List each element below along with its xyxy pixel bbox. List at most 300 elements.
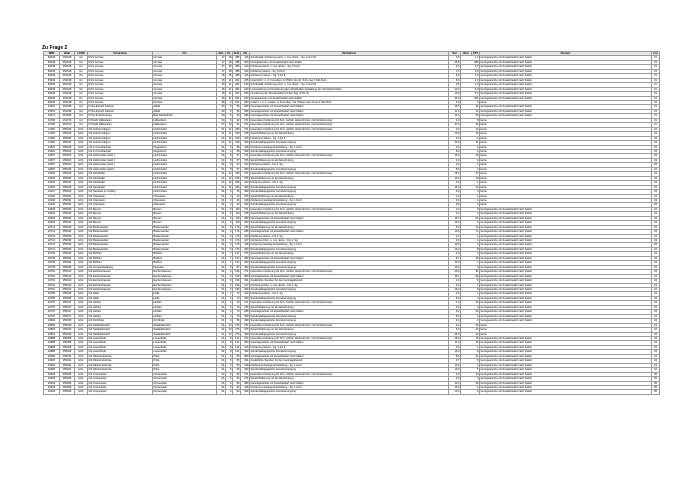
table-cell: 485 bbox=[233, 74, 241, 78]
table-cell: 255008 bbox=[60, 341, 75, 345]
table-cell: KGS Gronau bbox=[88, 69, 153, 73]
table-cell: 17 bbox=[217, 69, 226, 73]
table-cell: 360 bbox=[241, 100, 250, 104]
table-cell: 32694 bbox=[44, 216, 60, 220]
table-cell: 127 bbox=[233, 261, 241, 265]
table-cell: 16,7 bbox=[449, 216, 461, 220]
table-cell: 254018 bbox=[60, 100, 75, 104]
table-cell: keine bbox=[480, 145, 652, 149]
table-cell: 11 bbox=[226, 78, 233, 82]
table-cell: Boffzen bbox=[153, 252, 217, 256]
table-cell: Eschershausen bbox=[153, 274, 217, 278]
table-cell: Bevern bbox=[153, 216, 217, 220]
table-cell: 01 bbox=[217, 354, 226, 358]
table-cell: HOL bbox=[75, 310, 88, 314]
table-cell: 490 bbox=[241, 149, 250, 153]
table-cell: 14,0 bbox=[449, 261, 461, 265]
table-cell: 255040 bbox=[60, 323, 75, 327]
table-cell: 6 bbox=[226, 239, 233, 243]
table-cell: Genügsanruhe mit Zusatzbedarf nach Faktor bbox=[480, 274, 652, 278]
table-cell: 01 bbox=[217, 301, 226, 305]
table-cell: 10,0 bbox=[449, 243, 461, 247]
column-header: Schulname bbox=[88, 52, 153, 56]
table-cell: 18,0 bbox=[449, 337, 461, 341]
table-cell: GS Lauenförde bbox=[88, 345, 153, 349]
table-cell: 255033 bbox=[60, 243, 75, 247]
table-cell: Bodenwerder bbox=[153, 239, 217, 243]
table-cell: keine bbox=[480, 123, 652, 127]
table-cell: Holzminden bbox=[153, 132, 217, 136]
table-cell: HOL bbox=[75, 305, 88, 309]
table-cell: 490 bbox=[241, 265, 250, 269]
table-cell: Sonderpädagogische Grundversorgung bbox=[250, 368, 449, 372]
table-cell: 71 bbox=[461, 230, 480, 234]
table-cell: 255031 bbox=[60, 198, 75, 202]
table-cell: 8 bbox=[461, 350, 480, 354]
table-cell: 65 bbox=[233, 359, 241, 363]
table-cell: 62 bbox=[233, 114, 241, 118]
table-cell: 04 bbox=[652, 190, 660, 194]
table-cell: Polle bbox=[153, 368, 217, 372]
table-cell: 01 bbox=[217, 390, 226, 394]
table-cell: 255023 bbox=[60, 145, 75, 149]
table-cell: H1 bbox=[75, 65, 88, 69]
table-cell: 01 bbox=[652, 109, 660, 113]
table-cell: 380 bbox=[241, 114, 250, 118]
table-cell: 91510 bbox=[44, 105, 60, 109]
table-cell: GS Bevern bbox=[88, 216, 153, 220]
table-cell: 67 bbox=[233, 163, 241, 167]
table-cell: 127 bbox=[233, 256, 241, 260]
table-cell: H1 bbox=[75, 100, 88, 104]
table-cell: 255023 bbox=[60, 176, 75, 180]
table-cell: 13 bbox=[226, 123, 233, 127]
table-cell: Ganztagsschule mit Zusatzbedarf nach Faktor bbox=[250, 310, 449, 314]
table-cell: 141 bbox=[233, 337, 241, 341]
table-cell: 4 bbox=[226, 145, 233, 149]
table-cell: 418 bbox=[241, 145, 250, 149]
table-cell: keine bbox=[480, 100, 652, 104]
table-cell: 04 bbox=[652, 279, 660, 283]
table-cell: 01 bbox=[217, 132, 226, 136]
table-cell: 255017 bbox=[60, 310, 75, 314]
table-cell: 24 bbox=[461, 109, 480, 113]
table-cell: 04 bbox=[652, 167, 660, 171]
table-cell: 490 bbox=[241, 368, 250, 372]
table-cell: 376 bbox=[241, 212, 250, 216]
table-cell: GS Hehlen bbox=[88, 310, 153, 314]
table-cell: 2,3 bbox=[461, 78, 480, 82]
table-cell: 413 bbox=[241, 163, 250, 167]
table-cell: 196 bbox=[233, 288, 241, 292]
table-cell: 11,0 bbox=[449, 341, 461, 345]
table-cell: 34 bbox=[461, 323, 480, 327]
table-cell: 410 bbox=[241, 65, 250, 69]
table-cell: Genügsanruhe mit Zusatzbedarf nach Faktor bbox=[480, 87, 652, 91]
table-cell: 255031 bbox=[60, 203, 75, 207]
table-cell: Genügsanruhe mit Zusatzbedarf nach Faktor bbox=[480, 207, 652, 211]
table-cell: 380 bbox=[241, 341, 250, 345]
table-cell: Genügsanruhe mit Zusatzbedarf nach Faktor bbox=[480, 78, 652, 82]
table-cell: 6 bbox=[226, 243, 233, 247]
table-cell: 6,0 bbox=[449, 203, 461, 207]
table-cell: 4,0 bbox=[449, 319, 461, 323]
table-cell: keine bbox=[480, 176, 652, 180]
table-cell: 4 bbox=[226, 319, 233, 323]
table-cell: 3,0 bbox=[449, 158, 461, 162]
table-cell: 490 bbox=[241, 203, 250, 207]
table-cell: 5,0 bbox=[449, 225, 461, 229]
table-cell: 01 bbox=[217, 149, 226, 153]
table-cell: 44 bbox=[233, 203, 241, 207]
table-cell: 04 bbox=[652, 368, 660, 372]
table-cell: 4 bbox=[226, 198, 233, 202]
table-cell: HOL bbox=[75, 198, 88, 202]
table-cell: HOL bbox=[75, 372, 88, 376]
table-cell: 127 bbox=[233, 252, 241, 256]
table-cell: 04 bbox=[652, 145, 660, 149]
table-cell: keine bbox=[480, 172, 652, 176]
table-cell: 250 bbox=[241, 92, 250, 96]
table-cell: 04 bbox=[652, 363, 660, 367]
table-cell: Sonderpädagogische Grundversorgung bbox=[250, 190, 449, 194]
table-cell: Genügsanruhe mit Zusatzbedarf nach Faktor bbox=[480, 96, 652, 100]
table-cell: Genügsanruhe mit Zusatzbedarf nach Faktor bbox=[480, 377, 652, 381]
table-cell: 7 bbox=[226, 256, 233, 260]
table-cell: Genügsanruhe mit Zusatzbedarf nach Faktor bbox=[250, 96, 449, 100]
table-cell: 91790 bbox=[44, 123, 60, 127]
table-cell: 261 bbox=[233, 96, 241, 100]
table-cell: FVS-HD Hildesheim bbox=[88, 118, 153, 122]
table-cell: Ganztagsschule mit Zusatzbedarf nach Faktor bbox=[250, 216, 449, 220]
table-cell: keine bbox=[480, 185, 652, 189]
table-cell: 01 bbox=[217, 198, 226, 202]
table-cell: 6 bbox=[226, 381, 233, 385]
table-cell: Genügsanruhe mit Zusatzbedarf nach Faktor bbox=[480, 247, 652, 251]
table-cell: GS Bodenwerder bbox=[88, 239, 153, 243]
table-cell: 01 bbox=[217, 230, 226, 234]
table-cell: GS im Forstbachtal bbox=[88, 149, 153, 153]
table-cell: 01 bbox=[217, 181, 226, 185]
table-cell: besondere Förderung für Sch. nichtdt. Herkunft bzw. mit Förderkonzept bbox=[250, 123, 449, 127]
table-cell: Genügsanruhe mit Zusatzbedarf nach Faktor bbox=[480, 296, 652, 300]
table-cell: 11940 bbox=[44, 194, 60, 198]
table-cell: 11 bbox=[461, 127, 480, 131]
table-cell: Genügsanruhe mit Zusatzbedarf nach Faktor bbox=[480, 65, 652, 69]
table-cell: Sprachförderung vor der Einschulung bbox=[250, 158, 449, 162]
table-cell: 3,0 bbox=[449, 198, 461, 202]
table-cell: keine bbox=[480, 118, 652, 122]
table-cell: 1 bbox=[461, 292, 480, 296]
table-cell: GS Eschershausen bbox=[88, 270, 153, 274]
table-cell: 230 bbox=[233, 136, 241, 140]
table-cell: 01 bbox=[217, 234, 226, 238]
table-cell: 13 bbox=[226, 332, 233, 336]
table-cell: 04 bbox=[652, 292, 660, 296]
table-cell: Genügsanruhe mit Zusatzbedarf nach Faktor bbox=[480, 243, 652, 247]
table-cell: KGS Gronau bbox=[88, 92, 153, 96]
table-cell: 01 bbox=[652, 123, 660, 127]
table-cell: 12 bbox=[461, 332, 480, 336]
table-cell: 01 bbox=[652, 87, 660, 91]
table-cell: 04 bbox=[652, 212, 660, 216]
table-cell: Genügsanruhe mit Zusatzbedarf nach Faktor bbox=[480, 359, 652, 363]
table-cell: keine bbox=[480, 158, 652, 162]
table-cell: 255041 bbox=[60, 368, 75, 372]
table-cell: 14,0 bbox=[449, 154, 461, 158]
table-cell: 261 bbox=[233, 78, 241, 82]
table-cell: HOL bbox=[75, 230, 88, 234]
table-cell: 18 bbox=[226, 60, 233, 64]
table-cell: unterst. f. ü. z. erwerb. d. Fremdspr. n.E. Phase max 3 bzw 4 Std./SJG bbox=[250, 100, 449, 104]
table-cell: 254018 bbox=[60, 65, 75, 69]
table-cell: 6 bbox=[226, 279, 233, 283]
table-cell: 3,0 bbox=[449, 292, 461, 296]
table-cell: GS Hehlen bbox=[88, 305, 153, 309]
table-cell: 3,0 bbox=[449, 377, 461, 381]
table-cell: 1,5 bbox=[449, 69, 461, 73]
table-cell: Sprachförderung vor der Einschulung bbox=[250, 176, 449, 180]
table-cell: 3,0 bbox=[449, 239, 461, 243]
table-cell: besondere Förderung für Sch. nichtdt. Herkunft bzw. mit Förderkonzept bbox=[250, 154, 449, 158]
table-cell: Gronau bbox=[153, 78, 217, 82]
table-cell: 04 bbox=[652, 359, 660, 363]
table-cell: 01 bbox=[217, 261, 226, 265]
table-cell: HOL bbox=[75, 265, 88, 269]
column-header: BGB bbox=[60, 52, 75, 56]
table-cell: 96 bbox=[461, 274, 480, 278]
table-cell: 6 bbox=[226, 118, 233, 122]
table-cell: 6 bbox=[461, 279, 480, 283]
table-cell: Genügsanruhe mit Zusatzbedarf nach Faktor bbox=[480, 109, 652, 113]
table-cell: 255023 bbox=[60, 172, 75, 176]
table-cell: 414 bbox=[241, 69, 250, 73]
table-cell: HOL bbox=[75, 172, 88, 176]
table-cell: GS Holzminden (kath.) bbox=[88, 154, 153, 158]
table-cell: 255017 bbox=[60, 305, 75, 309]
table-cell: 01 bbox=[217, 141, 226, 145]
table-cell: 8 bbox=[226, 158, 233, 162]
table-cell: Alfeld bbox=[153, 109, 217, 113]
table-cell: Gronau bbox=[153, 60, 217, 64]
table-cell: 4 bbox=[461, 377, 480, 381]
table-cell: 01 bbox=[217, 265, 226, 269]
table-cell: GS Ottenstein bbox=[88, 198, 153, 202]
table-cell: Genügsanruhe mit Zusatzbedarf nach Faktor bbox=[480, 345, 652, 349]
table-cell: HOL bbox=[75, 185, 88, 189]
table-cell: 04 bbox=[652, 243, 660, 247]
table-cell: HOL bbox=[75, 390, 88, 394]
table-cell: 04 bbox=[652, 252, 660, 256]
table-cell: 196 bbox=[233, 283, 241, 287]
table-cell: 32736 bbox=[44, 256, 60, 260]
column-header: ZB bbox=[241, 52, 250, 56]
table-cell: HOL bbox=[75, 328, 88, 332]
table-cell: Genügsanruhe mit Zusatzbedarf nach Faktor bbox=[480, 270, 652, 274]
table-cell: Grünenplan bbox=[153, 377, 217, 381]
table-cell: HOL bbox=[75, 149, 88, 153]
table-cell: 01 bbox=[217, 345, 226, 349]
table-cell: 94 bbox=[233, 372, 241, 376]
table-cell: 391 bbox=[241, 359, 250, 363]
table-cell: HOL bbox=[75, 247, 88, 251]
table-cell: 32797 bbox=[44, 305, 60, 309]
table-cell: 32918 bbox=[44, 390, 60, 394]
table-cell: 32888 bbox=[44, 337, 60, 341]
table-cell: Genügsanruhe mit Zusatzbedarf nach Faktor bbox=[480, 363, 652, 367]
table-cell: 5 bbox=[461, 368, 480, 372]
table-cell: 1 bbox=[461, 234, 480, 238]
table-cell: 18 bbox=[461, 154, 480, 158]
table-cell: 255023 bbox=[60, 158, 75, 162]
table-cell: 04 bbox=[652, 310, 660, 314]
table-cell: GS Karlstraße bbox=[88, 185, 153, 189]
table-cell: 32712 bbox=[44, 243, 60, 247]
table-cell: 05 bbox=[652, 390, 660, 394]
table-cell: 254018 bbox=[60, 60, 75, 64]
table-cell: 84049 bbox=[44, 69, 60, 73]
table-cell: GS Boffzen bbox=[88, 261, 153, 265]
table-cell: 230 bbox=[233, 127, 241, 131]
table-cell: 04 bbox=[652, 337, 660, 341]
table-cell: 260 bbox=[241, 60, 250, 64]
table-cell: 01 bbox=[217, 136, 226, 140]
table-cell: 01 bbox=[217, 319, 226, 323]
table-cell: 3,0 bbox=[449, 127, 461, 131]
table-cell: 490 bbox=[241, 141, 250, 145]
table-cell: 255013 bbox=[60, 279, 75, 283]
table-cell: Genügsanruhe mit Zusatzbedarf nach Faktor bbox=[480, 216, 652, 220]
table-cell: 32761 bbox=[44, 283, 60, 287]
table-cell: 8,0 bbox=[449, 167, 461, 171]
table-cell: 119 bbox=[233, 216, 241, 220]
table-cell: Holzminden bbox=[153, 176, 217, 180]
table-cell: Stadtoldendorf bbox=[153, 332, 217, 336]
table-cell: 11903 bbox=[44, 185, 60, 189]
table-cell: 255035 bbox=[60, 265, 75, 269]
table-cell: keine bbox=[480, 194, 652, 198]
table-cell: Förderung Geistige Entwicklung - Sg. 1 bis 6 bbox=[250, 363, 449, 367]
table-cell: 490 bbox=[241, 185, 250, 189]
table-cell: 115 bbox=[241, 56, 250, 60]
table-cell: GS Bodenwerder bbox=[88, 230, 153, 234]
table-cell: 04 bbox=[652, 172, 660, 176]
table-cell: 4 bbox=[226, 203, 233, 207]
table-cell: 01 bbox=[217, 207, 226, 211]
table-cell: Umsetzung der Stundentafel 2-6 den Sgg. 8 bis 10 bbox=[250, 92, 449, 96]
table-cell: GS Stadtoldendorf bbox=[88, 323, 153, 327]
table-cell: GS Ottenstein bbox=[88, 203, 153, 207]
table-cell: 13,0 bbox=[449, 87, 461, 91]
table-cell: 490 bbox=[241, 319, 250, 323]
table-cell: Genügsanruhe mit Zusatzbedarf nach Faktor bbox=[480, 381, 652, 385]
table-cell: 01 bbox=[217, 385, 226, 389]
table-cell: 255006 bbox=[60, 372, 75, 376]
table-cell: Gronau bbox=[153, 56, 217, 60]
table-cell: 254018 bbox=[60, 78, 75, 82]
table-cell: HOL bbox=[75, 332, 88, 336]
table-cell: 391 bbox=[241, 279, 250, 283]
table-cell: 376 bbox=[241, 158, 250, 162]
table-cell: HOL bbox=[75, 132, 88, 136]
table-cell: 01 bbox=[217, 350, 226, 354]
table-cell: 20,0 bbox=[449, 141, 461, 145]
table-cell: Förderung Sehen - Sg. 5 bis 8 bbox=[250, 74, 449, 78]
table-cell: 376 bbox=[241, 194, 250, 198]
table-cell: 255006 bbox=[60, 381, 75, 385]
table-cell: 2,0 bbox=[449, 207, 461, 211]
table-cell: besondere Förderung für Sch. nichtdt. Herkunft bzw. mit Förderkonzept bbox=[250, 323, 449, 327]
table-cell: 4 bbox=[461, 149, 480, 153]
table-cell: Zusätzliche Stunden für den Ganztagsbetrieb bbox=[250, 279, 449, 283]
table-cell: Genügsanruhe mit Zusatzbedarf nach Faktor bbox=[480, 354, 652, 358]
table-cell: GS Rittershufschule bbox=[88, 359, 153, 363]
table-cell: HOL bbox=[75, 337, 88, 341]
table-cell: 44 bbox=[233, 194, 241, 198]
table-cell: keine bbox=[480, 141, 652, 145]
table-cell: 2 bbox=[461, 385, 480, 389]
table-cell: Holzminden bbox=[153, 141, 217, 145]
table-cell: HOL bbox=[75, 261, 88, 265]
table-cell: 32761 bbox=[44, 274, 60, 278]
table-cell: H4 bbox=[75, 123, 88, 127]
table-cell: 32852 bbox=[44, 323, 60, 327]
table-cell: 371 bbox=[241, 172, 250, 176]
table-cell: Lauenförde bbox=[153, 341, 217, 345]
table-cell: Genügsanruhe mit Zusatzbedarf nach Faktor bbox=[480, 212, 652, 216]
table-cell: 3,0 bbox=[449, 283, 461, 287]
table-cell: HOL bbox=[75, 274, 88, 278]
table-cell: Genügsanruhe mit Zusatzbedarf nach Faktor bbox=[480, 225, 652, 229]
table-cell: Förderung Hören - bis 4. Sg. bbox=[250, 234, 449, 238]
table-cell: 84049 bbox=[44, 92, 60, 96]
table-cell: 12,0 bbox=[449, 221, 461, 225]
table-cell: GS Eschershausen bbox=[88, 279, 153, 283]
table-cell: GS Boffzen bbox=[88, 252, 153, 256]
table-cell: 2,0 bbox=[449, 305, 461, 309]
table-cell: Hehlen bbox=[153, 301, 217, 305]
table-cell: 1 bbox=[461, 194, 480, 198]
table-cell: Sonderpädagogische Grundversorgung bbox=[250, 141, 449, 145]
table-cell: 72 bbox=[233, 296, 241, 300]
table-cell: Lauenförde bbox=[153, 350, 217, 354]
table-cell: 70 bbox=[233, 305, 241, 309]
table-cell: 3 bbox=[461, 203, 480, 207]
table-cell: Hehlen bbox=[153, 314, 217, 318]
table-cell: 480 bbox=[461, 60, 480, 64]
table-cell: 01 bbox=[217, 341, 226, 345]
table-cell: 01 bbox=[217, 252, 226, 256]
table-cell: 84049 bbox=[44, 100, 60, 104]
table-cell: 84049 bbox=[44, 65, 60, 69]
table-cell: Grünenplan bbox=[153, 372, 217, 376]
table-cell: KGS Gronau bbox=[88, 100, 153, 104]
table-cell: 04 bbox=[652, 194, 660, 198]
table-cell: 380 bbox=[241, 354, 250, 358]
table-cell: besondere Förderung für Sch. nichtdt. Herkunft bzw. mit Förderkonzept bbox=[250, 337, 449, 341]
table-cell: 1 bbox=[461, 239, 480, 243]
table-cell: 32797 bbox=[44, 310, 60, 314]
table-cell: 276 bbox=[233, 332, 241, 336]
table-cell: keine bbox=[480, 163, 652, 167]
table-cell: 11 bbox=[226, 92, 233, 96]
table-cell: 1 bbox=[461, 283, 480, 287]
table-cell: 3,0 bbox=[449, 136, 461, 140]
table-cell: GS Rittershufschule bbox=[88, 363, 153, 367]
table-cell: 04 bbox=[652, 288, 660, 292]
table-cell: Eschershausen bbox=[153, 283, 217, 287]
table-cell: 490 bbox=[241, 332, 250, 336]
